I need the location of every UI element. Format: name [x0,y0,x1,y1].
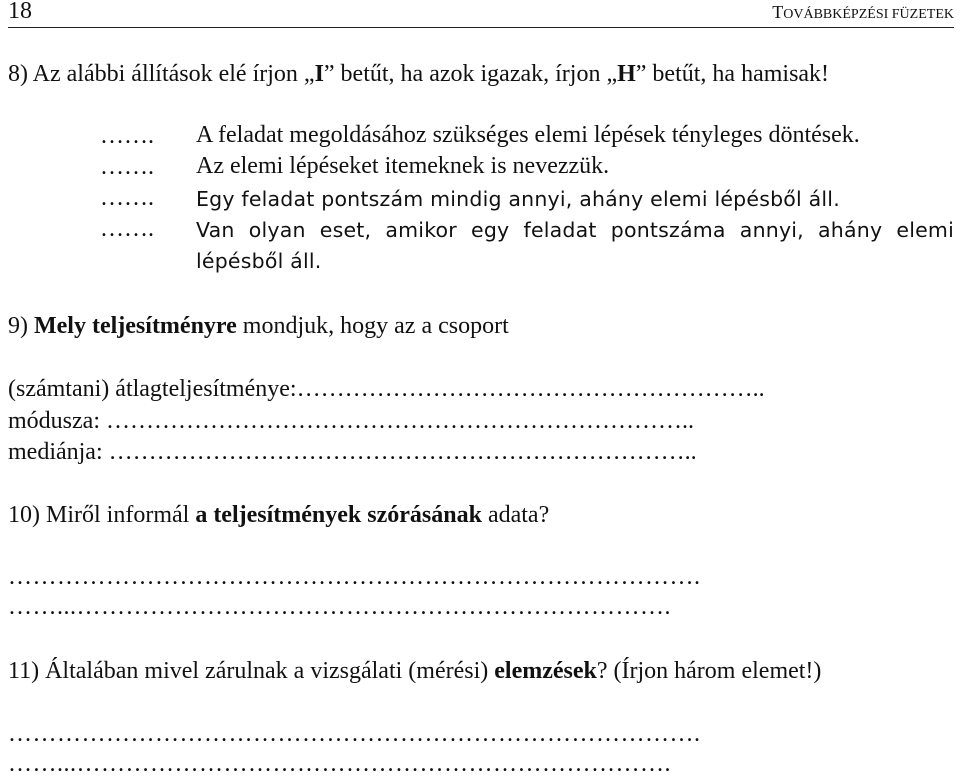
q8-letter-i: I [314,61,324,87]
statement-2-answer-blank[interactable]: ……. [100,154,154,180]
question-8-prompt [8,60,829,88]
statement-4-text: Van olyan eset, amikor egy feladat pontszáma annyi, ahány elemi lépésből áll. [196,218,954,273]
q11-text-pre: 11) Általában mivel zárulnak a vizsgálati (mérési) [8,658,495,684]
running-title [772,2,954,23]
q9-text-pre: 9) [8,313,34,339]
page-number: 18 [8,0,32,24]
q9-field-mode-blank[interactable]: ……………………………………………………………….. [105,408,694,434]
q8-text-pre: 8) Az alábbi állítások elé írjon „ [8,61,315,87]
q10-text-post: adata? [481,502,550,528]
q9-field-mode [8,407,694,435]
q9-field-mean-blank[interactable]: ………………………………………………….. [296,376,765,402]
running-title-rest: OVÁBBKÉPZÉSI FÜZETEK [783,7,954,22]
statement-3-text: Egy feladat pontszám mindig annyi, ahány elemi lépésből áll. [196,187,840,211]
q9-field-mean-label: (számtani) átlagteljesítménye: [8,376,297,402]
page-header [0,0,960,30]
q10-text-bold: a teljesítmények szórásának [195,502,482,528]
statement-4-answer-blank[interactable]: ……. [100,216,154,242]
q9-text-post: mondjuk, hogy az a csoport [236,313,509,339]
q8-letter-h: H [617,61,636,87]
q11-text-post: ? (Írjon három elemet!) [596,658,822,684]
statement-2-text: Az elemi lépéseket itemeknek is nevezzük. [196,153,610,179]
statement-1-text: A feladat megoldásához szükséges elemi lépések tényleges döntések. [196,122,860,148]
q9-field-median-blank[interactable]: ……………………………………………………………….. [108,439,697,465]
q9-field-mode-label: módusza: [8,408,106,434]
q9-field-mean [8,375,765,403]
q11-answer-line-1[interactable]: …………………………………………………………………………. [8,721,701,747]
q11-text-bold: elemzések [494,658,597,684]
running-title-initial: T [772,2,784,22]
q8-text-post: ” betűt, ha hamisak! [635,61,830,87]
q10-answer-line-2[interactable]: ……...………………………………………………………………. [8,594,671,620]
q9-field-median-label: mediánja: [8,439,109,465]
question-10-prompt [8,501,549,529]
question-9-prompt [8,312,509,340]
q9-text-bold: Mely teljesítményre [34,313,237,339]
q10-answer-line-1[interactable]: …………………………………………………………………………. [8,564,701,590]
q8-text-mid: ” betűt, ha azok igazak, írjon „ [323,61,618,87]
statement-1-answer-blank[interactable]: ……. [100,123,154,149]
q11-answer-line-2[interactable]: ……...………………………………………………………………. [8,751,671,777]
header-rule [8,27,954,28]
question-11-prompt [8,657,821,685]
statement-3-answer-blank[interactable]: ……. [100,185,154,211]
q10-text-pre: 10) Miről informál [8,502,196,528]
q9-field-median [8,438,697,466]
